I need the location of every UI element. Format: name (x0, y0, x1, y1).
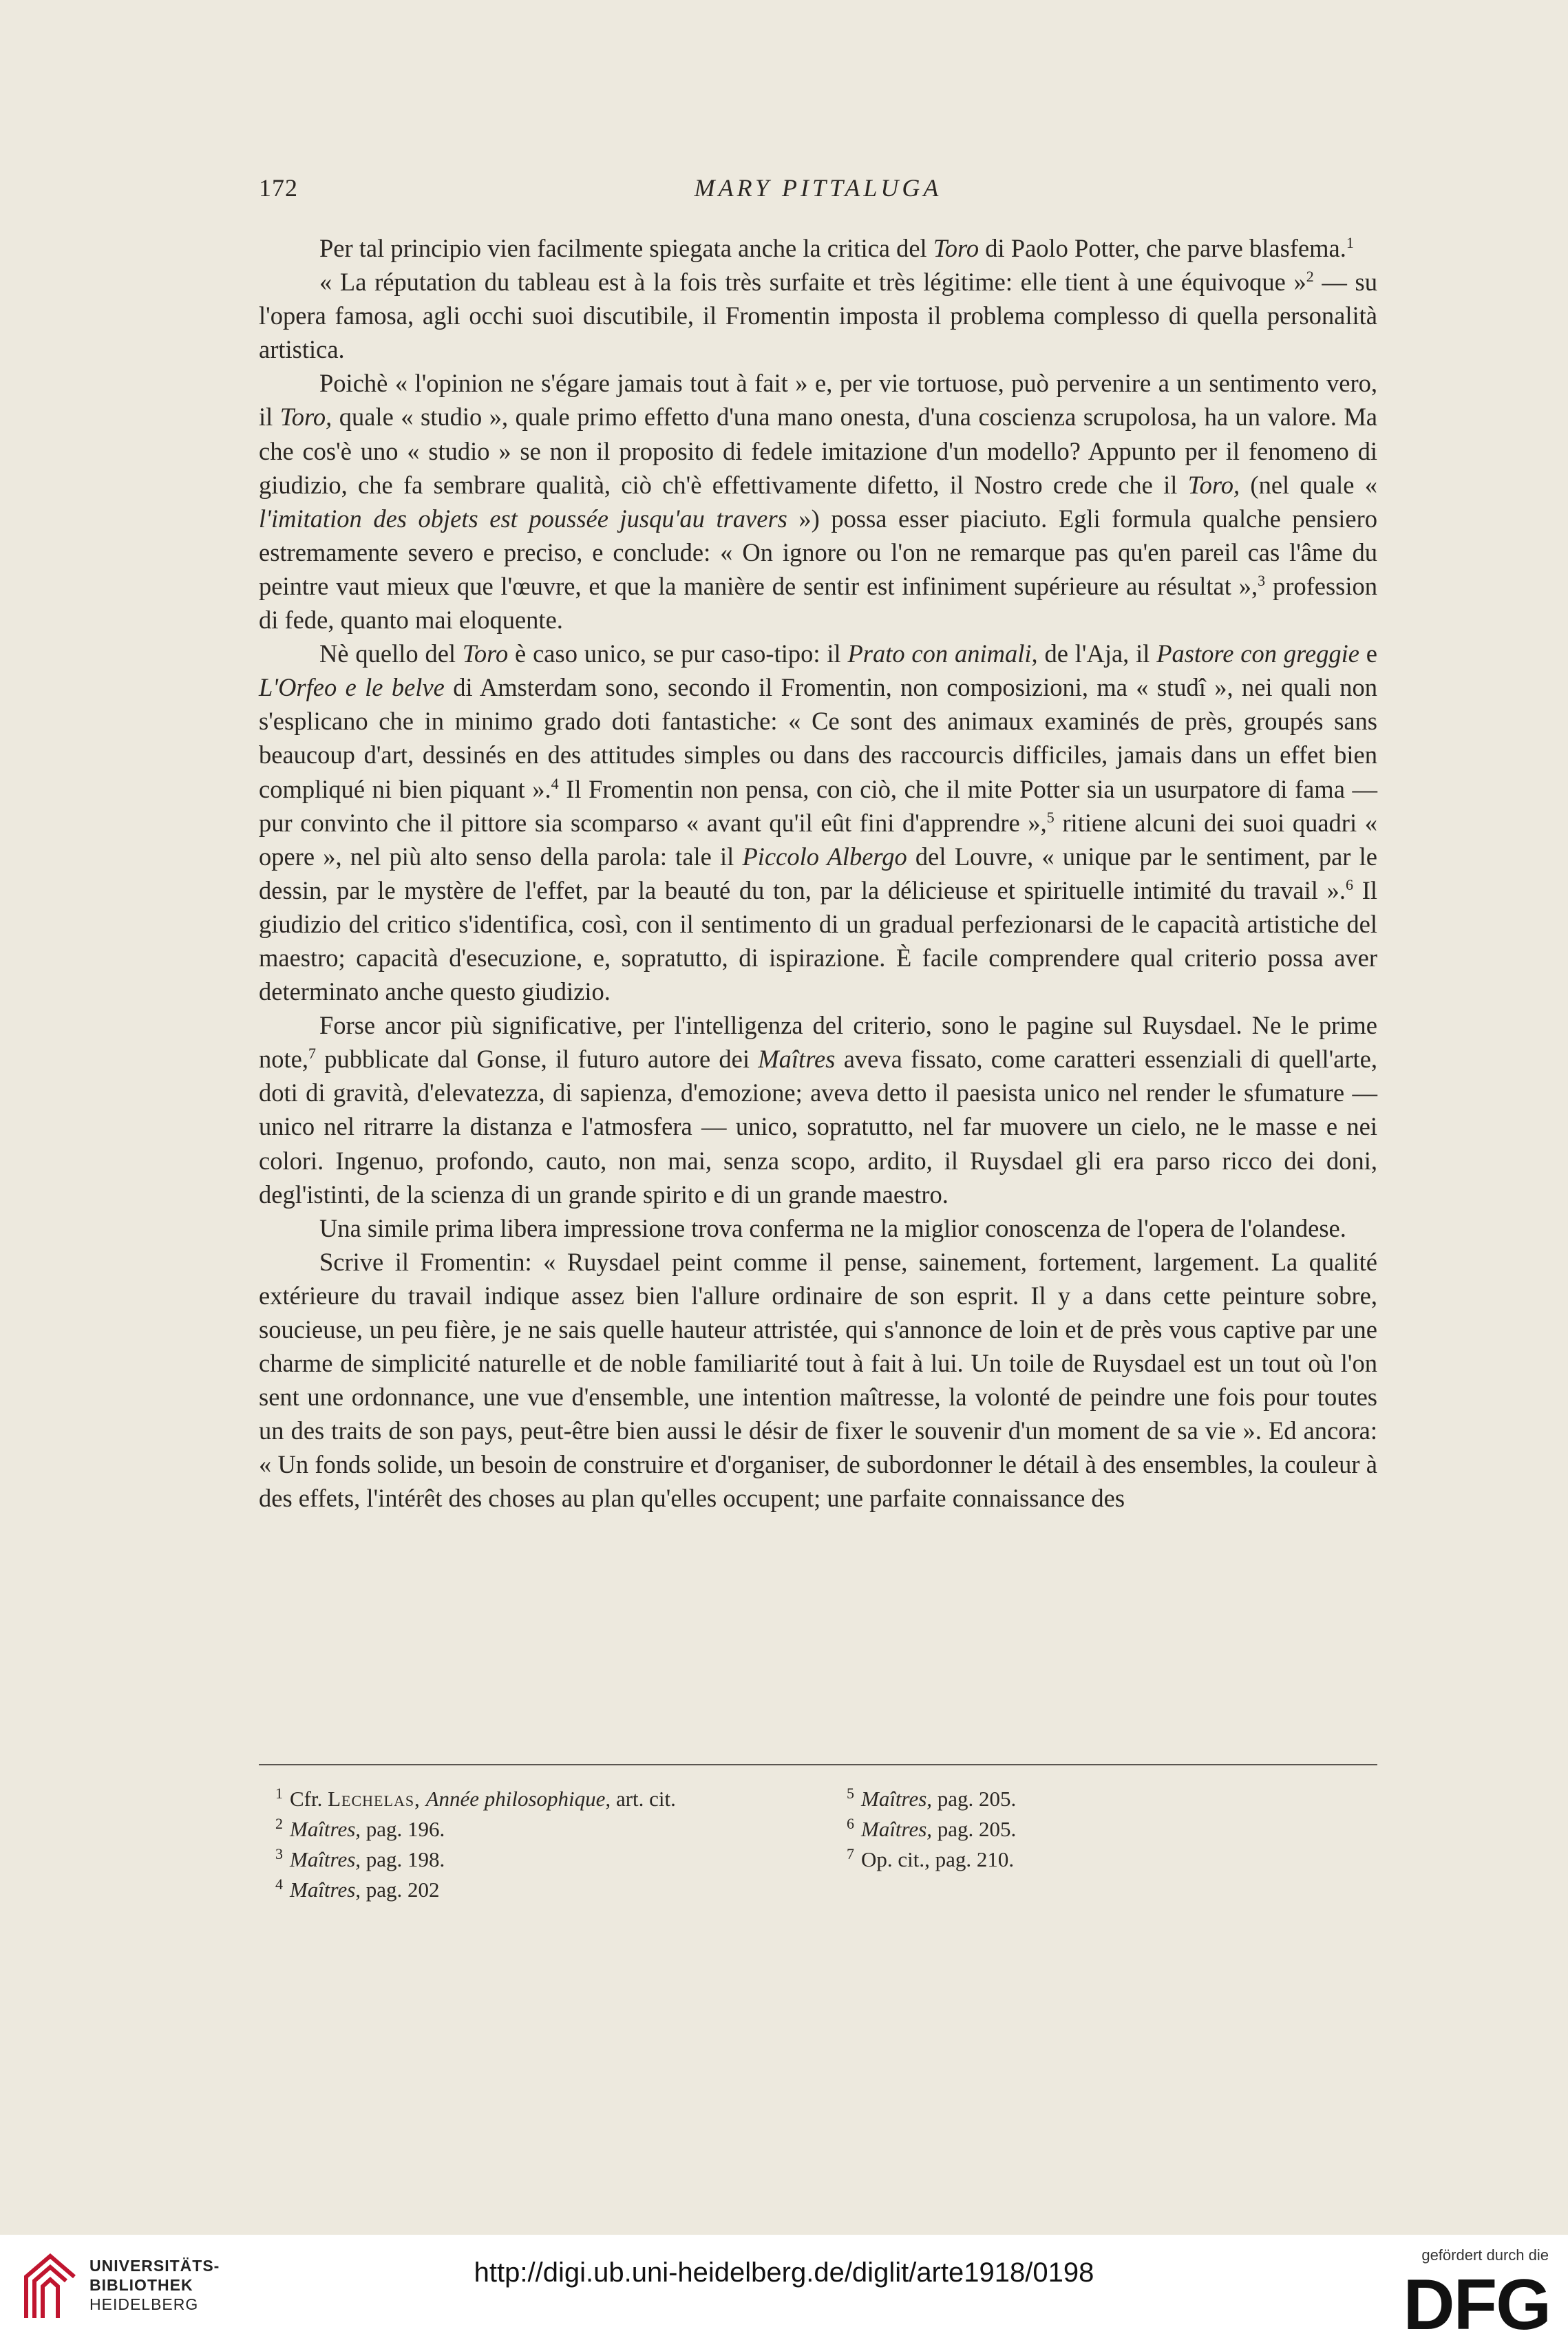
funded-by-label: gefördert durch die (1421, 2246, 1549, 2264)
footnotes-right-column (847, 1784, 1328, 1875)
text-run: — su l'opera famosa, agli occhi suoi discutibile, il Fromentin imposta il problema complesso di quella personalità artistica. (259, 268, 1377, 364)
text-run: Il Fromentin non pensa, con ciò, che il mite Potter sia un usurpatore di fama — pur convinto che il pittore sia scomparso « avant qu'il eût fini d'apprendre », (259, 774, 1377, 837)
paragraph (259, 366, 1377, 637)
text-run: ») possa esser piaciuto. Egli formula qualche pensiero estremamente severo e preciso, e conclude: « On ignore ou l'on ne remarque pas qu'en pareil cas l'âme du peintre vaut mieux que l'œuvre, et que la manière de sentir est infiniment supérieure au résultat », (259, 504, 1377, 600)
text-run: di Amsterdam sono, secondo il Fromentin, non composizioni, ma « studî », nei quali non s'esplicano che in minimo grado doti fantastiche: « Ce sont des animaux examinés de près, groupés sans beaucoup d'art, dessinés en des attitudes simples ou dans des raccourcis difficiles, jamais dans un effet bien compliqué ni bien piquant ». (259, 673, 1377, 803)
text-run: Per tal principio vien facilmente spiegata anche la critica del (319, 234, 933, 262)
paragraph (259, 637, 1377, 1008)
italic-text: L'Orfeo e le belve (259, 673, 445, 702)
text-run: Forse ancor più significative, per l'intelligenza del criterio, sono le pagine sul Ruysdael. Ne le prime note, (259, 1011, 1377, 1074)
italic-text: Toro, (279, 403, 332, 432)
footnote-number: 5 (847, 1784, 854, 1802)
text-run: è caso unico, se pur caso-tipo: il (508, 639, 848, 668)
footnote-ref: 1 (1346, 233, 1354, 251)
text-run: ritiene alcuni dei suoi quadri « opere », nel più alto senso della parola: tale il (259, 808, 1377, 871)
text-run: di Paolo Potter, che parve blasfema. (979, 234, 1346, 262)
footnote (275, 1875, 798, 1905)
footnote-text: Op. cit., pag. 210. (861, 1847, 1015, 1871)
text-run: pubblicate dal Gonse, il futuro autore dei (315, 1045, 759, 1074)
italic-text: Toro, (1187, 470, 1240, 499)
text-run: Nè quello del (319, 639, 463, 668)
running-title: MARY PITTALUGA (694, 174, 942, 202)
footnote (275, 1814, 798, 1845)
library-name-line2: BIBLIOTHEK (89, 2276, 193, 2294)
paragraph (259, 1008, 1377, 1211)
footnote-text: Maîtres, (290, 1817, 361, 1841)
footnote-text: Lechelas, (328, 1787, 421, 1811)
italic-text: Toro (933, 234, 979, 262)
text-run: del Louvre, « unique par le sentiment, par le dessin, par le mystère de l'effet, par la beauté du ton, par la délicieuse et spirituelle intimité du travail ». (259, 842, 1377, 904)
footnote-number: 3 (275, 1845, 283, 1862)
paragraph (259, 265, 1377, 366)
italic-text: Pastore con greggie (1156, 639, 1359, 668)
italic-text: l'imitation des objets est poussée jusqu'au travers (259, 504, 787, 533)
footnote-text: Maîtres, (290, 1878, 361, 1902)
footnote-text: pag. 196. (361, 1817, 445, 1841)
footnote-text: Année philosophique, (425, 1787, 611, 1811)
footnote-number: 4 (275, 1875, 283, 1893)
italic-text: Prato con animali, (847, 639, 1038, 668)
text-run: Poichè « l'opinion ne s'égare jamais tout à fait » e, per vie tortuose, può pervenire a un sentimento vero, il (259, 369, 1377, 432)
footnote-text: pag. 205. (932, 1787, 1017, 1811)
page-number: 172 (259, 174, 298, 202)
footnote-ref: 7 (308, 1045, 316, 1063)
italic-text: Piccolo Albergo (742, 842, 907, 871)
footnote-text: pag. 205. (932, 1817, 1017, 1841)
text-run: Scrive il Fromentin: « Ruysdael peint comme il pense, sainement, fortement, largement. La qualité extérieure du travail indique assez bien l'allure ordinaire de son esprit. Il y a dans cette peinture sobre, soucieuse, un peu fière, je ne sais quelle hauteur attristée, qui s'annonce de loin et de près vous captive par une charme de simplicité naturelle et de noble familiarité tout à fait à lui. Un toile de Ruysdael est un tout où l'on sent une ordonnance, une vue d'ensemble, une intention maîtresse, la volonté de peindre une fois pour toutes un des traits de son pays, peut-être bien aussi le désir de fixer le souvenir d'un moment de sa vie ». Ed ancora: « Un fonds solide, un besoin de construire et d'organiser, de subordonner le détail à des ensembles, la couleur à des effets, l'intérêt des choses au plan qu'elles occupent; une parfaite connaissance des (259, 1247, 1377, 1513)
footnote-text: pag. 202 (361, 1878, 440, 1902)
body-text (259, 231, 1377, 1516)
footnote (275, 1784, 798, 1814)
footnote-text (421, 1787, 426, 1811)
footnote-number: 7 (847, 1845, 854, 1862)
footnotes-left-column (275, 1784, 798, 1905)
footnote (847, 1814, 1328, 1845)
paragraph (259, 1211, 1377, 1245)
footnote-ref: 6 (1346, 875, 1353, 893)
text-run: e (1359, 639, 1378, 668)
paragraph (259, 231, 1377, 265)
footnote-text: Cfr. (290, 1787, 328, 1811)
library-name-line1: UNIVERSITÄTS- (89, 2257, 220, 2275)
italic-text: Maîtres (758, 1045, 836, 1074)
footnote-text: Maîtres, (861, 1817, 933, 1841)
footnote (847, 1845, 1328, 1875)
permalink-url[interactable]: http://digi.ub.uni-heidelberg.de/diglit/arte1918/0198 (474, 2257, 1094, 2288)
footnote-text: Maîtres, (290, 1847, 361, 1871)
text-run: Il giudizio del critico s'identifica, così, con il sentimento di un gradual perfezionarsi de le capacità artistiche del maestro; capacità d'esecuzione, e, sopratutto, di ispirazione. È facile comprendere qual criterio possa aver determinato anche questo giudizio. (259, 875, 1377, 1006)
footnote-ref: 5 (1046, 808, 1055, 826)
library-name-line3: HEIDELBERG (89, 2295, 199, 2313)
footnote-text: art. cit. (611, 1787, 676, 1811)
text-run: de l'Aja, il (1037, 639, 1157, 668)
text-run: Una simile prima libera impressione trova conferma ne la miglior conoscenza de l'opera de l'olandese. (319, 1213, 1346, 1242)
text-run: profession di fede, quanto mai eloquente. (259, 571, 1378, 635)
footnote-number: 6 (847, 1814, 854, 1832)
footnote-ref: 2 (1306, 267, 1314, 285)
paragraph (259, 1245, 1377, 1516)
footnote-ref: 4 (551, 774, 559, 792)
footnote-text: pag. 198. (361, 1847, 445, 1871)
footnote (847, 1784, 1328, 1814)
dfg-logo-icon: DFG (1403, 2265, 1550, 2345)
footnote-text: Maîtres, (861, 1787, 933, 1811)
page-header (259, 173, 1377, 215)
footnote-ref: 3 (1258, 571, 1266, 589)
text-run: quale « studio », quale primo effetto d'una mano onesta, d'una coscienza scrupolosa, ha un valore. Ma che cos'è uno « studio » se non il proposito di fedele imitazione d'un modello? Appunto per il fenomeno di giudizio, che fa sembrare qualità, ciò ch'è effettivamente difetto, il Nostro crede che il (259, 403, 1377, 499)
italic-text: Toro (462, 639, 509, 668)
text-run: aveva fissato, come caratteri essenziali di quell'arte, doti di gravità, d'elevatezza, di sapienza, d'emozione; aveva detto il paesista unico nel render le sfumature — unico nel ritrarre la distanza e l'atmosfera — unico, sopratutto, nel far muovere un cielo, ne le masse e nei colori. Ingenuo, profondo, cauto, non mai, senza scopo, ardito, il Ruysdael gli era parso ricco dei doni, degl'istinti, de la scienza di un grande spirito e di un grande maestro. (259, 1045, 1377, 1209)
digitization-footer (0, 2235, 1568, 2349)
footnote-number: 1 (275, 1784, 283, 1802)
footnote (275, 1845, 798, 1875)
footnote-separator (259, 1764, 1377, 1765)
text-run: (nel quale « (1240, 470, 1377, 499)
footnote-number: 2 (275, 1814, 283, 1832)
text-run: « La réputation du tableau est à la fois très surfaite et très légitime: elle tient à une équivoque » (319, 268, 1306, 297)
